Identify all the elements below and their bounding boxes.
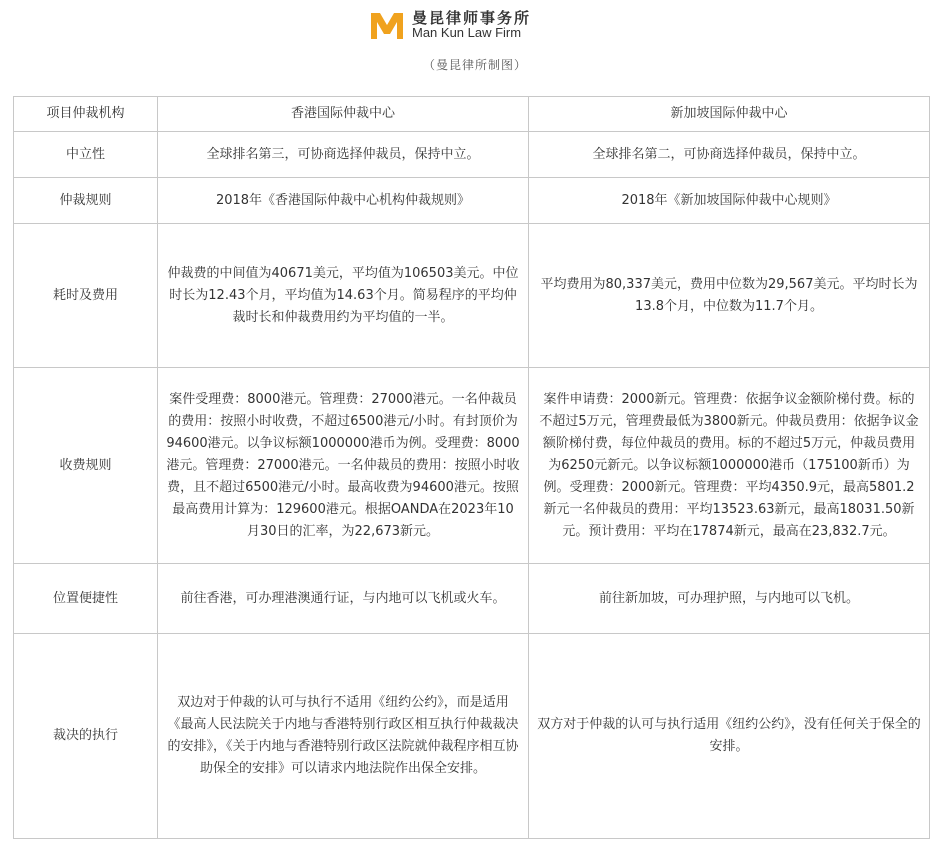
row-label: 收费规则 [14,368,158,564]
cell-hkiac: 全球排名第三，可协商选择仲裁员，保持中立。 [158,132,529,178]
row-label: 仲裁规则 [14,178,158,224]
table-row-location [14,564,930,634]
table-row-neutrality [14,132,930,178]
table-row-enforcement [14,634,930,839]
table-row-rules [14,178,930,224]
table-row-time-cost [14,224,930,368]
cell-siac: 全球排名第二，可协商选择仲裁员，保持中立。 [529,132,930,178]
row-label: 位置便捷性 [14,564,158,634]
header-cell-item: 项目仲裁机构 [14,97,158,132]
header-cell-siac: 新加坡国际仲裁中心 [529,97,930,132]
cell-siac: 案件申请费：2000新元。管理费：依据争议金额阶梯付费。标的不超过5万元，管理费最低为3800新元。仲裁员费用：依据争议金额阶梯付费，每位仲裁员的费用。标的不超过5万元，仲裁员费用为6250元新元。以争议标额1000000港币（175100新币）为例。受理费：2000新元。管理费：平均4350.9元，最高5801.2新元一名仲裁员的费用：平均13523.63新元，最高18031.50新元。预计费用：平均在17874新元，最高在23,832.7元。 [529,368,930,564]
header [0,0,950,90]
cell-siac: 平均费用为80,337美元，费用中位数为29,567美元。平均时长为13.8个月，中位数为11.7个月。 [529,224,930,368]
brand-name-en: Man Kun Law Firm [412,25,522,40]
table-row-fees [14,368,930,564]
header-cell-hkiac: 香港国际仲裁中心 [158,97,529,132]
cell-siac: 2018年《新加坡国际仲裁中心规则》 [529,178,930,224]
brand-name-cn: 曼昆律师事务所 [412,9,532,27]
chart-caption: （曼昆律所制图） [422,58,527,72]
comparison-table [13,96,930,839]
row-label: 中立性 [14,132,158,178]
cell-hkiac: 双边对于仲裁的认可与执行不适用《纽约公约》，而是适用《最高人民法院关于内地与香港特别行政区相互执行仲裁裁决的安排》，《关于内地与香港特别行政区法院就仲裁程序相互协助保全的安排》可以请求内地法院作出保全安排。 [158,634,529,839]
cell-hkiac: 仲裁费的中间值为40671美元，平均值为106503美元。中位时长为12.43个月，平均值为14.63个月。简易程序的平均仲裁时长和仲裁费用约为平均值的一半。 [158,224,529,368]
table-header-row [14,97,930,132]
cell-hkiac: 案件受理费：8000港元。管理费：27000港元。一名仲裁员的费用：按照小时收费，不超过6500港元/小时。有封顶价为94600港元。以争议标额1000000港币为例。受理费：8000港元。管理费：27000港元。一名仲裁员的费用：按照小时收费，且不超过6500港元/小时。最高收费为94600港元。按照最高费用计算为：129600港元。根据OANDA在2023年10月30日的汇率，为22,673新元。 [158,368,529,564]
cell-siac: 前往新加坡，可办理护照，与内地可以飞机。 [529,564,930,634]
cell-hkiac: 前往香港，可办理港澳通行证，与内地可以飞机或火车。 [158,564,529,634]
row-label: 耗时及费用 [14,224,158,368]
firm-logo-icon [368,8,406,42]
cell-siac: 双方对于仲裁的认可与执行适用《纽约公约》，没有任何关于保全的安排。 [529,634,930,839]
row-label: 裁决的执行 [14,634,158,839]
cell-hkiac: 2018年《香港国际仲裁中心机构仲裁规则》 [158,178,529,224]
